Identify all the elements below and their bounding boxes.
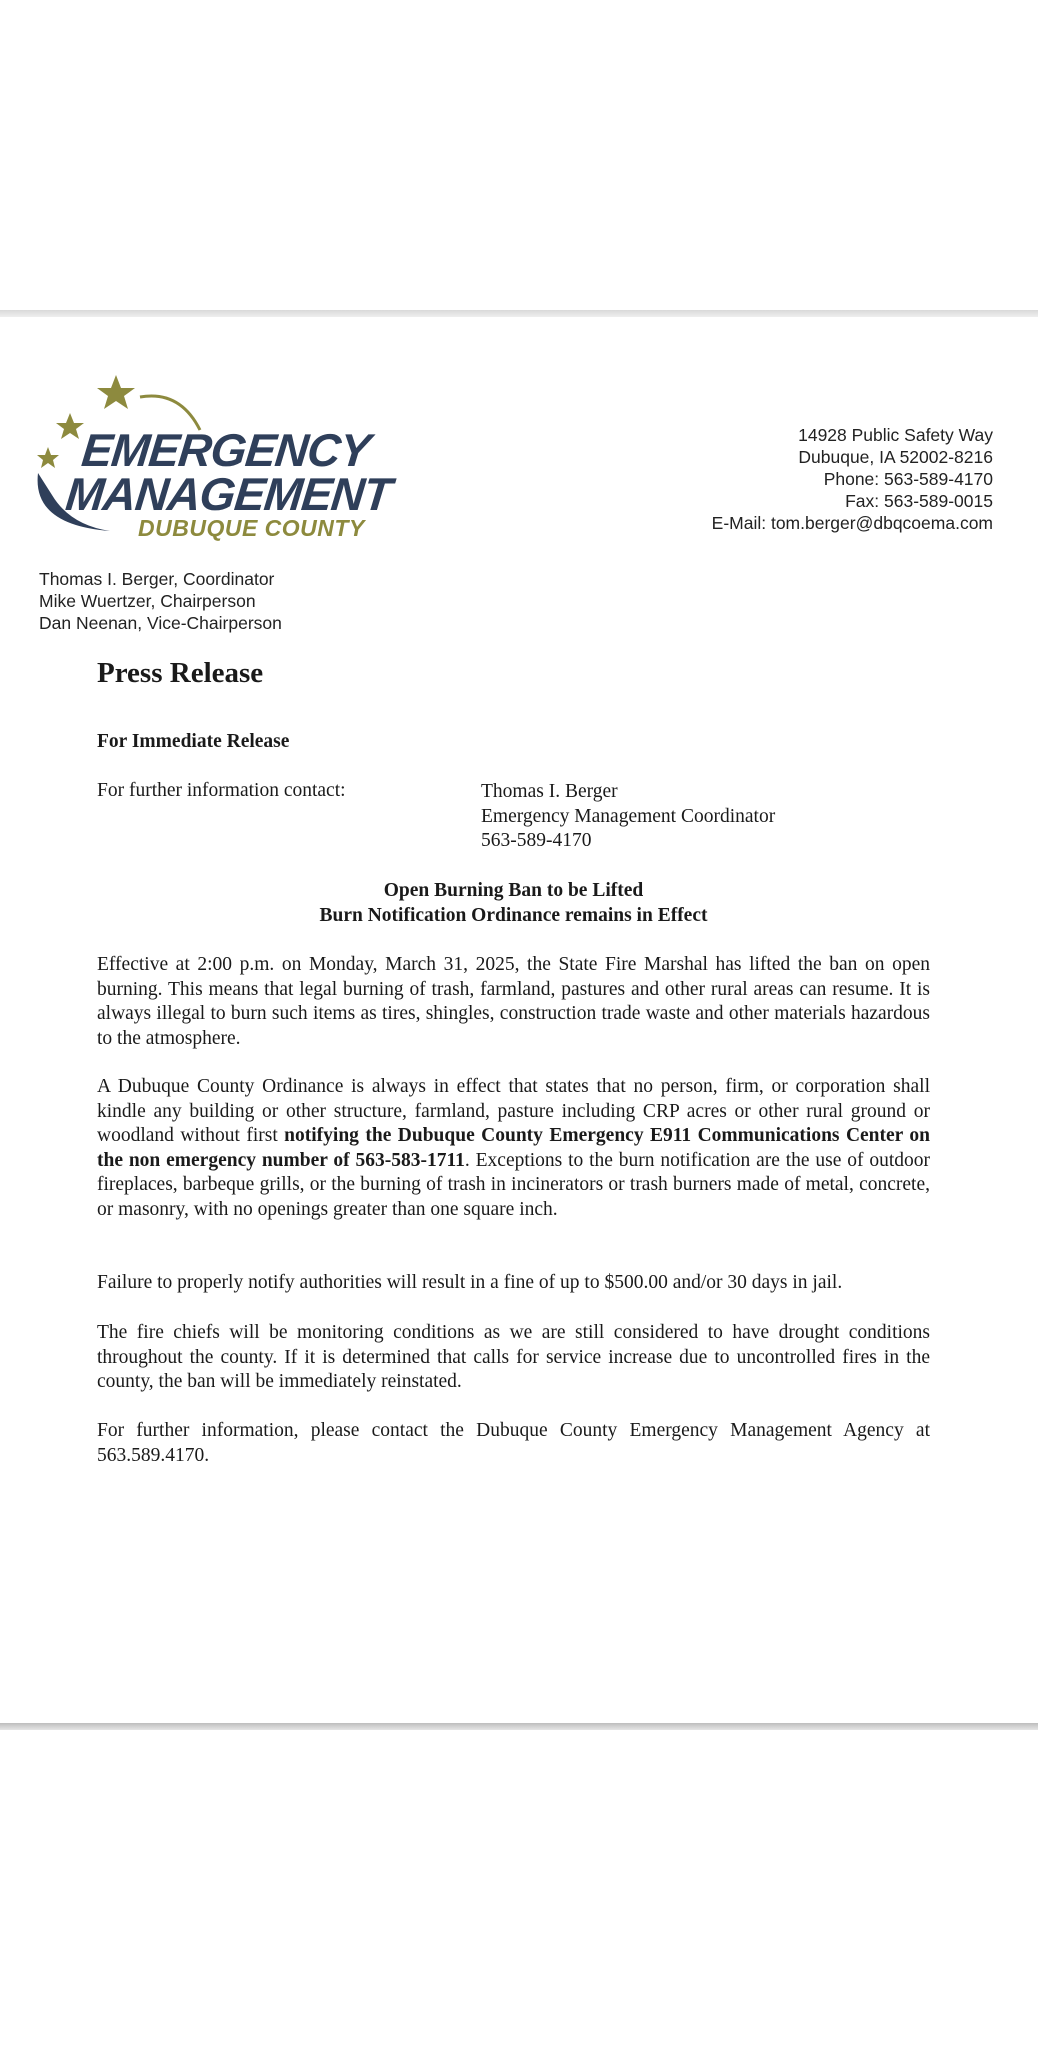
ordinance-text-end: . Exceptions to the burn notification are the use of outdoor fireplaces, barbeque grills, or the burning of trash in incinerators or trash burners made of metal, concrete, or masonry, with no openings greater than one square inch.: [97, 1149, 930, 1220]
agency-logo: [30, 375, 400, 545]
page-top-edge: [0, 310, 1038, 317]
paragraph-further-info: [97, 1419, 930, 1468]
agency-address: [712, 424, 993, 534]
address-email: E-Mail: tom.berger@dbqcoema.com: [711, 513, 993, 533]
contact-phone: 563-589-4170: [481, 830, 592, 851]
officer-list: [39, 568, 282, 634]
release-type: For Immediate Release: [97, 731, 290, 752]
headline: [97, 879, 930, 928]
paragraph-text: For further information, please contact the Dubuque County Emergency Management Agency at 563.589.4170.: [97, 1420, 930, 1466]
contact-name: Thomas I. Berger: [481, 781, 618, 802]
logo-text-management: MANAGEMENT: [63, 468, 394, 520]
ordinance-text-start: A Dubuque County Ordinance is always in effect that states that no person, firm, or corporation shall kindle any building or other structure, farmland, pasture including CRP acres or other rural ground or woodland without first: [97, 1076, 930, 1146]
paragraph-penalty: [97, 1271, 930, 1296]
paragraph-monitoring: [97, 1321, 930, 1395]
officer-vice-chairperson: Dan Neenan, Vice-Chairperson: [39, 613, 282, 633]
paragraph-ordinance: [97, 1075, 930, 1222]
address-street: 14928 Public Safety Way: [798, 425, 993, 445]
address-city: Dubuque, IA 52002-8216: [798, 447, 993, 467]
officer-coordinator: Thomas I. Berger, Coordinator: [39, 569, 275, 589]
paragraph-text: [97, 1075, 930, 1222]
paragraph-ban-lifted: [97, 953, 930, 1051]
contact-details: [481, 780, 775, 854]
logo-text-emergency: EMERGENCY: [79, 424, 373, 476]
paragraph-text: Failure to properly notify authorities will result in a fine of up to $500.00 and/or 30 days in jail.: [97, 1272, 843, 1293]
headline-line-1: Open Burning Ban to be Lifted: [383, 880, 644, 901]
logo-text-county: DUBUQUE COUNTY: [138, 515, 365, 541]
headline-line-2: Burn Notification Ordinance remains in Effect: [319, 904, 708, 926]
ordinance-notification-bold: notifying the Dubuque County Emergency E911 Communications Center on the non emergency number of 563-583-1711: [97, 1125, 930, 1171]
officer-chairperson: Mike Wuertzer, Chairperson: [39, 591, 256, 611]
contact-role: Emergency Management Coordinator: [481, 805, 776, 827]
address-phone: Phone: 563-589-4170: [823, 469, 993, 489]
contact-label: For further information contact:: [97, 780, 346, 801]
document-title: Press Release: [97, 657, 264, 689]
paragraph-text: Effective at 2:00 p.m. on Monday, March 31, 2025, the State Fire Marshal has lifted the ban on open burning. This means that legal burning of trash, farmland, pastures and other rural areas can resume. It is always illegal to burn such items as tires, shingles, construction trade waste and other materials hazardous to the atmosphere.: [97, 954, 930, 1049]
paragraph-text: The fire chiefs will be monitoring conditions as we are still considered to have drought conditions throughout the county. If it is determined that calls for service increase due to uncontrolled fires in the county, the ban will be immediately reinstated.: [97, 1322, 930, 1392]
page-bottom-edge: [0, 1723, 1038, 1730]
address-fax: Fax: 563-589-0015: [845, 491, 993, 511]
